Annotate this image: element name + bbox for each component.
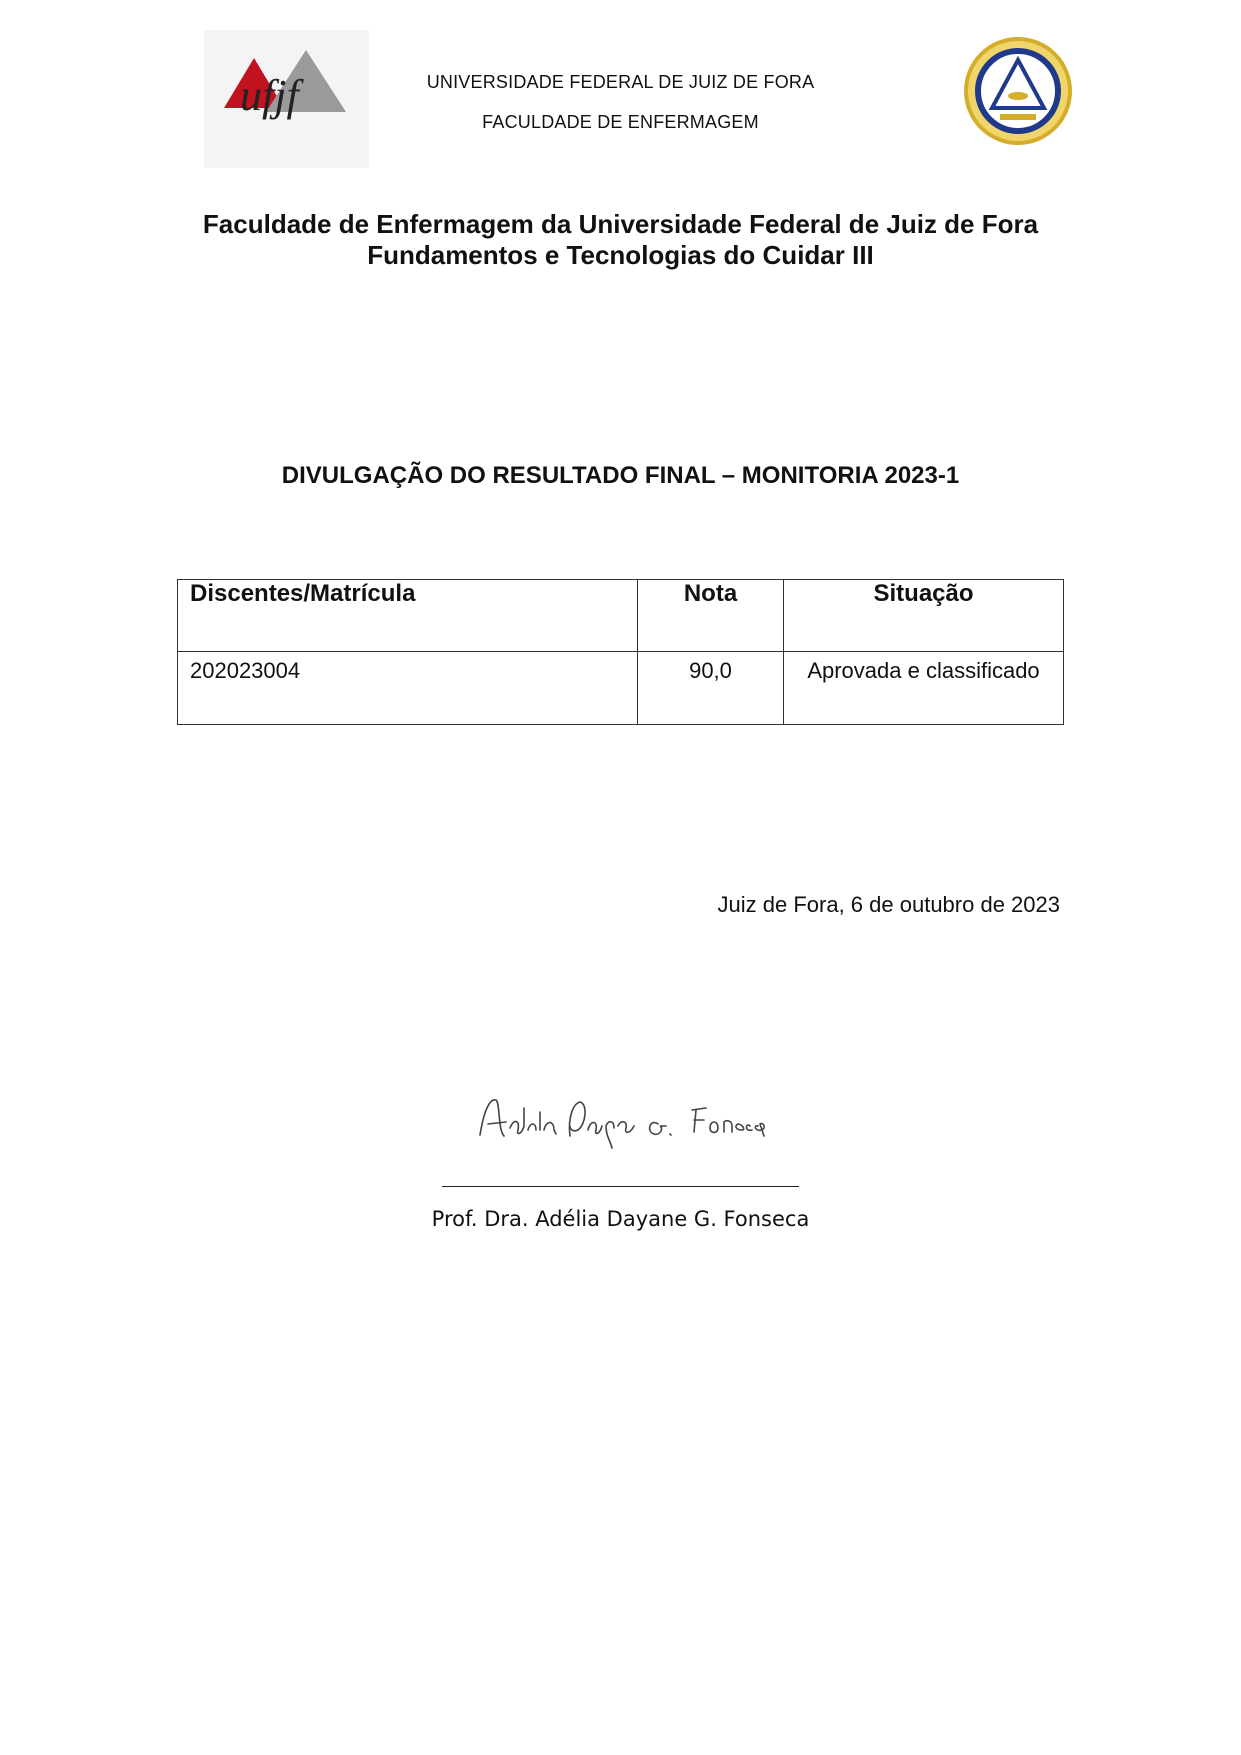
table-row [178,652,1064,725]
ufjf-logo [204,30,369,168]
table-header-row [178,580,1064,652]
cell-grade: 90,0 [638,652,784,725]
course-title: Fundamentos e Tecnologias do Cuidar III [367,240,874,270]
column-header-grade: Nota [638,580,784,652]
university-name: UNIVERSIDADE FEDERAL DE JUIZ DE FORA [426,72,815,92]
document-title: Faculdade de Enfermagem da Universidade Federal de Juiz de Fora [202,209,1039,239]
column-header-student: Discentes/Matrícula [178,580,638,652]
svg-text:ufjf: ufjf [240,71,299,120]
cell-student-id: 202023004 [178,652,638,725]
handwritten-signature [470,1090,780,1150]
nursing-faculty-seal [958,36,1078,146]
results-table [177,579,1064,725]
cell-status: Aprovada e classificado [784,652,1064,725]
date-line: Juiz de Fora, 6 de outubro de 2023 [717,892,1060,917]
signer-name: Prof. Dra. Adélia Dayane G. Fonseca [431,1207,810,1231]
faculty-name: FACULDADE DE ENFERMAGEM [482,112,759,132]
signature-line [442,1186,799,1187]
column-header-status: Situação [784,580,1064,652]
section-heading: DIVULGAÇÃO DO RESULTADO FINAL – MONITORIA 2023-1 [281,462,960,489]
